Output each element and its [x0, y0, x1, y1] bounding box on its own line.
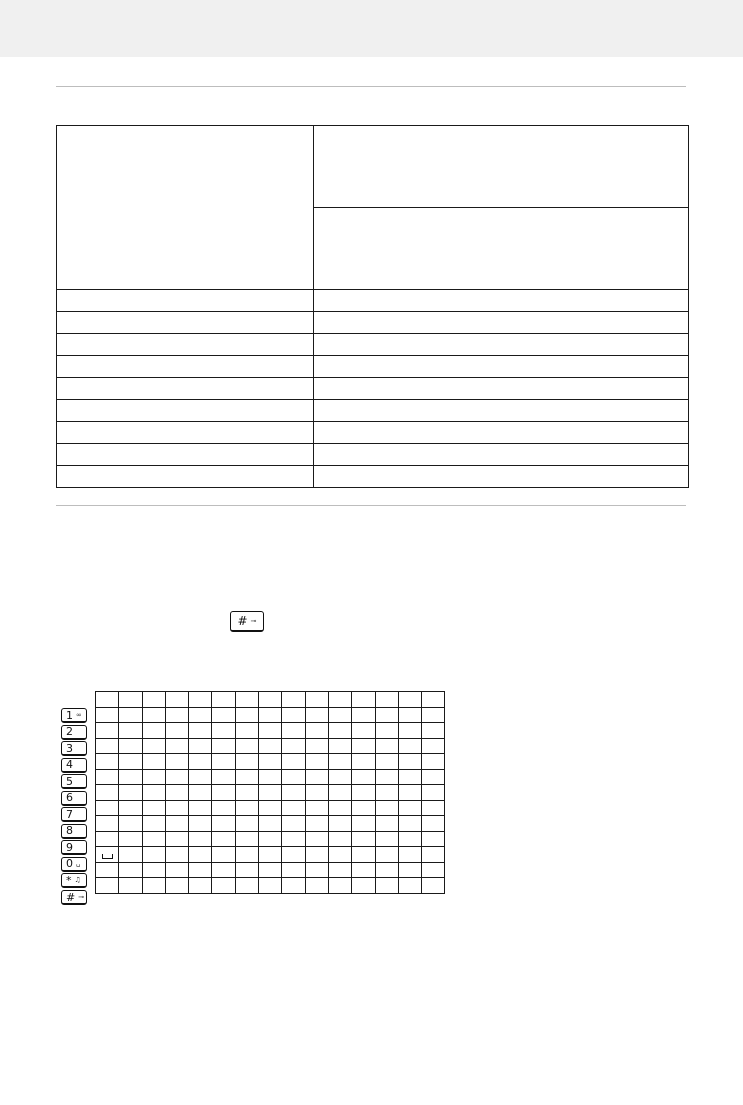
grid-cell: [212, 847, 235, 863]
grid-cell: [119, 847, 142, 863]
grid-cell: [328, 816, 351, 832]
grid-cell: [352, 816, 375, 832]
key-6-icon: [61, 791, 87, 806]
key-label: 3: [66, 741, 73, 755]
table-row-divider: [57, 443, 688, 444]
grid-cell: [305, 816, 328, 832]
grid-cell: [398, 878, 421, 894]
grid-cell: [398, 831, 421, 847]
grid-cell: [259, 723, 282, 739]
grid-cell: [305, 785, 328, 801]
grid-cell: [375, 831, 398, 847]
grid-cell: [165, 754, 188, 770]
grid-row: [96, 723, 445, 739]
grid-cell: [96, 847, 119, 863]
grid-cell: [328, 769, 351, 785]
hash-key-icon: [230, 611, 264, 632]
grid-cell: [422, 769, 445, 785]
grid-cell: [96, 878, 119, 894]
grid-row: [96, 785, 445, 801]
key-8-icon: [61, 824, 87, 839]
grid-cell: [282, 831, 305, 847]
grid-cell: [375, 862, 398, 878]
grid-cell: [142, 847, 165, 863]
table-column-divider: [313, 126, 314, 487]
grid-cell: [305, 707, 328, 723]
grid-cell: [212, 816, 235, 832]
grid-cell: [189, 754, 212, 770]
grid-header-cell: [375, 692, 398, 708]
grid-cell: [375, 785, 398, 801]
key-label: 9: [66, 840, 73, 854]
grid-cell: [305, 769, 328, 785]
table-row-divider: [57, 377, 688, 378]
grid-cell: [189, 738, 212, 754]
grid-cell: [96, 723, 119, 739]
space-symbol-icon: [102, 854, 113, 859]
grid-cell: [305, 831, 328, 847]
grid-cell: [375, 847, 398, 863]
grid-cell: [189, 847, 212, 863]
grid-header-cell: [398, 692, 421, 708]
grid-cell: [212, 754, 235, 770]
grid-cell: [259, 847, 282, 863]
grid-cell: [398, 738, 421, 754]
grid-cell: [235, 862, 258, 878]
grid-header-cell: [212, 692, 235, 708]
grid-cell: [235, 878, 258, 894]
grid-cell: [398, 707, 421, 723]
grid-cell: [282, 754, 305, 770]
grid-cell: [165, 878, 188, 894]
grid-cell: [282, 723, 305, 739]
table-row-divider: [57, 311, 688, 312]
grid-header-row: [96, 692, 445, 708]
grid-cell: [96, 707, 119, 723]
grid-cell: [235, 707, 258, 723]
grid-cell: [305, 862, 328, 878]
grid-cell: [398, 785, 421, 801]
grid-row: [96, 738, 445, 754]
key-lock-icon: ⊸: [250, 616, 257, 625]
table-row-divider: [57, 421, 688, 422]
grid-cell: [422, 800, 445, 816]
grid-cell: [328, 878, 351, 894]
top-rule: [56, 86, 686, 87]
table-row-divider: [57, 355, 688, 356]
grid-cell: [259, 800, 282, 816]
grid-cell: [165, 862, 188, 878]
grid-cell: [375, 878, 398, 894]
grid-header-cell: [282, 692, 305, 708]
grid-cell: [212, 831, 235, 847]
grid-cell: [398, 723, 421, 739]
grid-cell: [142, 769, 165, 785]
grid-cell: [305, 878, 328, 894]
grid-cell: [189, 723, 212, 739]
grid-cell: [328, 831, 351, 847]
grid-row: [96, 754, 445, 770]
grid-header-cell: [422, 692, 445, 708]
grid-cell: [165, 738, 188, 754]
grid-cell: [142, 785, 165, 801]
grid-row: [96, 831, 445, 847]
grid-cell: [235, 769, 258, 785]
grid-cell: [142, 878, 165, 894]
grid-header-cell: [165, 692, 188, 708]
grid-cell: [165, 831, 188, 847]
grid-cell: [189, 769, 212, 785]
grid-cell: [375, 816, 398, 832]
key-label: 4: [66, 758, 73, 772]
grid-cell: [282, 738, 305, 754]
grid-cell: [398, 847, 421, 863]
grid-cell: [305, 723, 328, 739]
grid-cell: [282, 800, 305, 816]
grid-cell: [165, 707, 188, 723]
keypad-row-keys: [61, 708, 87, 907]
grid-cell: [119, 723, 142, 739]
grid-row: [96, 707, 445, 723]
grid-cell: [422, 847, 445, 863]
grid-cell: [375, 800, 398, 816]
grid-cell: [305, 800, 328, 816]
grid-cell: [375, 738, 398, 754]
key-star-bell-icon: [61, 873, 87, 888]
grid-cell: [328, 800, 351, 816]
grid-cell: [142, 831, 165, 847]
grid-cell: [235, 723, 258, 739]
grid-cell: [352, 723, 375, 739]
grid-cell: [96, 769, 119, 785]
grid-cell: [352, 862, 375, 878]
grid-cell: [305, 754, 328, 770]
grid-cell: [352, 847, 375, 863]
table-row-divider: [313, 207, 688, 208]
key-3-icon: [61, 741, 87, 756]
grid-cell: [235, 785, 258, 801]
grid-cell: [282, 816, 305, 832]
grid-cell: [212, 769, 235, 785]
grid-cell: [235, 831, 258, 847]
grid-cell: [328, 862, 351, 878]
grid-cell: [165, 816, 188, 832]
grid-cell: [282, 769, 305, 785]
grid-header-cell: [235, 692, 258, 708]
grid-cell: [422, 707, 445, 723]
grid-cell: [282, 862, 305, 878]
grid-cell: [398, 754, 421, 770]
key-label: 7: [66, 807, 73, 821]
grid-cell: [375, 723, 398, 739]
grid-cell: [352, 754, 375, 770]
grid-cell: [422, 816, 445, 832]
grid-cell: [165, 723, 188, 739]
grid-header-cell: [142, 692, 165, 708]
grid-cell: [282, 707, 305, 723]
section-rule: [56, 505, 686, 506]
grid-cell: [352, 738, 375, 754]
grid-cell: [96, 862, 119, 878]
grid-cell: [165, 785, 188, 801]
grid-cell: [352, 800, 375, 816]
grid-cell: [398, 816, 421, 832]
grid-cell: [328, 738, 351, 754]
top-band: [0, 0, 743, 57]
grid-cell: [375, 707, 398, 723]
grid-cell: [259, 862, 282, 878]
table-row-divider: [57, 333, 688, 334]
grid-cell: [142, 738, 165, 754]
grid-cell: [165, 847, 188, 863]
grid-cell: [259, 754, 282, 770]
grid-cell: [119, 816, 142, 832]
grid-header-cell: [259, 692, 282, 708]
character-grid: [95, 691, 445, 894]
grid-cell: [305, 738, 328, 754]
hash-key-label: #: [237, 614, 248, 628]
grid-header-cell: [352, 692, 375, 708]
grid-cell: [422, 738, 445, 754]
grid-cell: [328, 847, 351, 863]
grid-cell: [235, 816, 258, 832]
grid-cell: [142, 754, 165, 770]
grid-cell: [235, 847, 258, 863]
key-symbol: ⊸: [78, 892, 85, 901]
table-row-divider: [57, 289, 688, 290]
key-symbol: ∞: [76, 710, 82, 719]
grid-cell: [142, 723, 165, 739]
key-label: 2: [66, 725, 73, 739]
grid-cell: [259, 816, 282, 832]
grid-cell: [259, 707, 282, 723]
key-hash-lock-icon: [61, 890, 87, 905]
grid-cell: [212, 800, 235, 816]
key-9-icon: [61, 840, 87, 855]
grid-cell: [352, 769, 375, 785]
grid-cell: [328, 754, 351, 770]
key-7-icon: [61, 807, 87, 822]
grid-cell: [119, 800, 142, 816]
key-4-icon: [61, 758, 87, 773]
key-label: 1: [66, 708, 73, 722]
grid-cell: [235, 800, 258, 816]
grid-cell: [119, 785, 142, 801]
grid-cell: [352, 785, 375, 801]
grid-row: [96, 816, 445, 832]
table-row-divider: [57, 399, 688, 400]
grid-cell: [165, 769, 188, 785]
grid-row: [96, 862, 445, 878]
key-label: 0: [66, 857, 73, 871]
key-label: 5: [66, 774, 73, 788]
grid-header-cell: [189, 692, 212, 708]
key-5-icon: [61, 774, 87, 789]
grid-header-cell: [96, 692, 119, 708]
grid-header-cell: [328, 692, 351, 708]
grid-cell: [189, 862, 212, 878]
grid-cell: [375, 769, 398, 785]
grid-header-cell: [119, 692, 142, 708]
grid-cell: [119, 878, 142, 894]
grid-cell: [96, 800, 119, 816]
grid-cell: [259, 785, 282, 801]
grid-cell: [96, 831, 119, 847]
grid-cell: [282, 878, 305, 894]
grid-cell: [119, 738, 142, 754]
key-label: 6: [66, 791, 73, 805]
grid-cell: [212, 707, 235, 723]
grid-cell: [189, 707, 212, 723]
grid-cell: [212, 785, 235, 801]
key-label: *: [66, 873, 72, 887]
grid-cell: [398, 862, 421, 878]
grid-cell: [422, 878, 445, 894]
grid-cell: [422, 862, 445, 878]
grid-cell: [398, 769, 421, 785]
grid-cell: [282, 847, 305, 863]
grid-cell: [212, 738, 235, 754]
grid-row: [96, 847, 445, 863]
grid-cell: [259, 878, 282, 894]
key-symbol: ♫: [74, 875, 81, 884]
grid-cell: [422, 785, 445, 801]
grid-cell: [212, 862, 235, 878]
grid-cell: [235, 738, 258, 754]
grid-cell: [189, 800, 212, 816]
key-label: #: [66, 890, 76, 904]
grid-cell: [189, 785, 212, 801]
key-symbol: ␣: [76, 859, 81, 868]
grid-cell: [422, 754, 445, 770]
grid-cell: [259, 769, 282, 785]
grid-cell: [212, 723, 235, 739]
grid-cell: [96, 785, 119, 801]
grid-cell: [142, 800, 165, 816]
grid-cell: [96, 738, 119, 754]
grid-cell: [119, 754, 142, 770]
grid-cell: [305, 847, 328, 863]
grid-cell: [142, 862, 165, 878]
grid-cell: [235, 754, 258, 770]
grid-cell: [212, 878, 235, 894]
grid-cell: [142, 707, 165, 723]
grid-cell: [142, 816, 165, 832]
key-label: 8: [66, 824, 73, 838]
grid-header-cell: [305, 692, 328, 708]
grid-cell: [96, 816, 119, 832]
grid-cell: [398, 800, 421, 816]
grid-cell: [119, 769, 142, 785]
grid-cell: [352, 878, 375, 894]
grid-cell: [422, 831, 445, 847]
grid-cell: [328, 785, 351, 801]
grid-cell: [119, 831, 142, 847]
grid-cell: [375, 754, 398, 770]
grid-cell: [119, 862, 142, 878]
key-1-voicemail-icon: [61, 708, 87, 723]
grid-cell: [352, 831, 375, 847]
grid-cell: [189, 816, 212, 832]
key-2-icon: [61, 725, 87, 740]
grid-cell: [328, 723, 351, 739]
grid-cell: [422, 723, 445, 739]
grid-row: [96, 878, 445, 894]
table-row-divider: [57, 465, 688, 466]
grid-cell: [189, 878, 212, 894]
grid-cell: [259, 738, 282, 754]
grid-cell: [328, 707, 351, 723]
grid-cell: [165, 800, 188, 816]
grid-row: [96, 800, 445, 816]
settings-table: [56, 125, 689, 488]
grid-row: [96, 769, 445, 785]
key-0-space-icon: [61, 857, 87, 872]
grid-cell: [259, 831, 282, 847]
grid-cell: [189, 831, 212, 847]
grid-cell: [119, 707, 142, 723]
grid-cell: [282, 785, 305, 801]
grid-cell: [96, 754, 119, 770]
grid-cell: [352, 707, 375, 723]
